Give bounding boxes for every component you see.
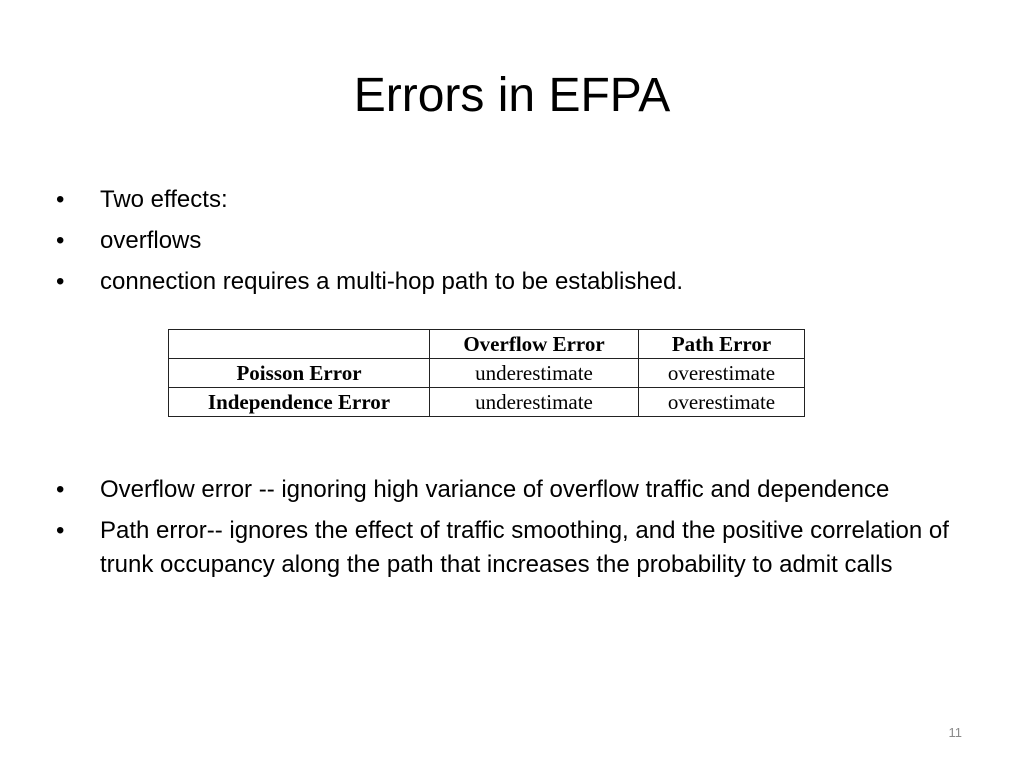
error-table — [168, 329, 805, 417]
bullet-marker: • — [56, 476, 65, 503]
bullet-text: Path error-- ignores the effect of traffic smoothing, and the positive correlation of trunk occupancy along the path that increases the probability to admit calls — [100, 517, 949, 578]
table-header-row — [169, 330, 805, 359]
bullet-text: connection requires a multi-hop path to be established. — [100, 268, 684, 295]
bullet-text: Two effects: — [100, 186, 228, 213]
table-row — [169, 359, 805, 388]
table-cell: overestimate — [639, 388, 805, 417]
bullet-marker: • — [56, 186, 65, 213]
table-row-label: Independence Error — [169, 388, 430, 417]
bullet-marker: • — [56, 227, 65, 254]
table-header-cell: Path Error — [639, 330, 805, 359]
table-cell: underestimate — [430, 388, 639, 417]
bullet-item — [56, 224, 976, 258]
bullet-text: overflows — [100, 227, 202, 254]
bullet-item — [56, 265, 976, 299]
bullet-item — [56, 473, 976, 507]
bullet-list-top — [56, 183, 976, 306]
error-table-container — [168, 329, 805, 417]
table-header-cell — [169, 330, 430, 359]
bullet-item — [56, 514, 976, 582]
table-header-cell: Overflow Error — [430, 330, 639, 359]
table-row-label: Poisson Error — [169, 359, 430, 388]
slide-title: Errors in EFPA — [353, 69, 671, 122]
table-cell: overestimate — [639, 359, 805, 388]
table-cell: underestimate — [430, 359, 639, 388]
bullet-marker: • — [56, 517, 65, 544]
bullet-list-bottom — [56, 473, 976, 589]
bullet-item — [56, 183, 976, 217]
table-row — [169, 388, 805, 417]
bullet-marker: • — [56, 268, 65, 295]
page-number: 11 — [948, 725, 962, 740]
bullet-text: Overflow error -- ignoring high variance of overflow traffic and dependence — [100, 476, 890, 503]
